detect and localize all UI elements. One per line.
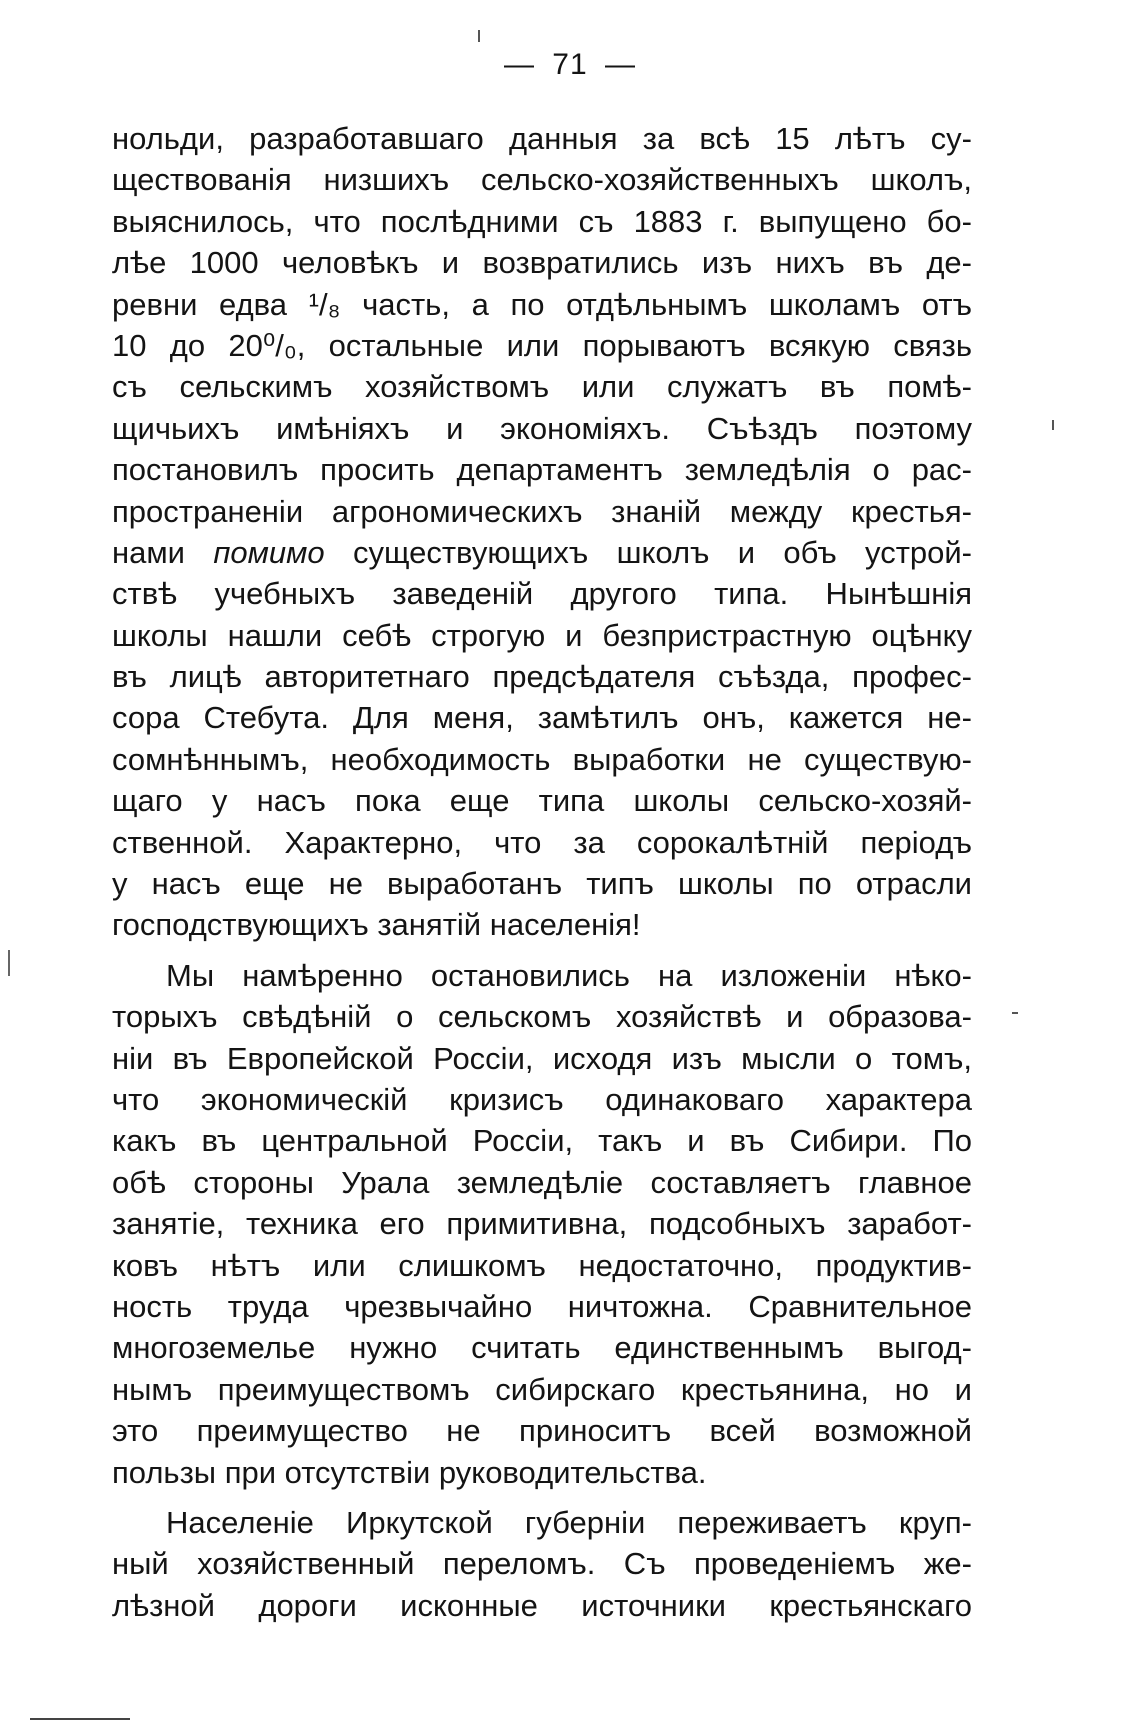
text-line: съ сельскимъ хозяйствомъ или служатъ въ помѣ- — [112, 369, 972, 405]
text-line: въ лицѣ авторитетнаго предсѣдателя съѣзда, профес- — [112, 659, 972, 695]
text-line: ственной. Характерно, что за сорокалѣтній періодъ — [112, 824, 972, 860]
scan-speck — [1012, 1012, 1018, 1014]
text-line: ствѣ учебныхъ заведеній другого типа. Нынѣшнія — [112, 576, 972, 612]
text-line: ществованія низшихъ сельско-хозяйственныхъ школъ, — [112, 162, 972, 198]
emphasized-word: помимо — [213, 534, 325, 570]
text-line: ность труда чрезвычайно ничтожна. Сравнительное — [112, 1288, 972, 1324]
text-line: нымъ преимуществомъ сибирскаго крестьянина, но и — [112, 1371, 972, 1407]
text-line: ніи въ Европейской Россіи, исходя изъ мысли о томъ, — [112, 1040, 972, 1076]
text-line: многоземелье нужно считать единственнымъ выгод- — [112, 1330, 972, 1366]
text-line: выяснилось, что послѣдними съ 1883 г. выпущено бо- — [112, 203, 972, 239]
line-start: нами — [112, 534, 214, 570]
scan-speck — [478, 30, 480, 42]
text-line: пространеніи агрономическихъ знаній между крестья- — [112, 493, 972, 529]
text-line: господствующихъ занятій населенія! — [112, 907, 641, 943]
text-line: лѣзной дороги исконные источники крестьянскаго — [112, 1587, 972, 1623]
text-line: торыхъ свѣдѣній о сельскомъ хозяйствѣ и образова- — [112, 999, 972, 1035]
body-text — [112, 118, 972, 1626]
paragraph-2 — [112, 955, 972, 1493]
text-line: обѣ стороны Урала земледѣліе составляетъ главное — [112, 1164, 972, 1200]
text-line: что экономическій кризисъ одинаковаго характера — [112, 1081, 972, 1117]
scan-artifact — [30, 1718, 130, 1720]
scan-speck — [1052, 420, 1054, 430]
text-line: пользы при отсутствіи руководительства. — [112, 1454, 707, 1490]
text-line: ревни едва ¹/₈ часть, а по отдѣльнымъ школамъ отъ — [112, 286, 972, 322]
text-line: какъ въ центральной Россіи, такъ и въ Сибири. По — [112, 1123, 972, 1159]
scan-artifact — [8, 950, 10, 976]
text-line: Населеніе Иркутской губерніи переживаетъ круп- — [166, 1504, 972, 1540]
text-line: постановилъ просить департаментъ земледѣлія о рас- — [112, 452, 972, 488]
paragraph-3 — [112, 1502, 972, 1626]
text-line: у насъ еще не выработанъ типъ школы по отрасли — [112, 866, 972, 902]
line-end: существующихъ школъ и объ устрой- — [324, 534, 973, 570]
text-line: нольди, разработавшаго данныя за всѣ 15 лѣтъ су- — [112, 121, 972, 156]
text-line: ный хозяйственный переломъ. Съ проведеніемъ же- — [112, 1546, 972, 1582]
text-line: сора Стебута. Для меня, замѣтилъ онъ, кажется не- — [112, 700, 972, 736]
text-line: ковъ нѣтъ или слишкомъ недостаточно, продуктив- — [112, 1247, 972, 1283]
paragraph-1 — [112, 118, 972, 946]
text-line-with-emphasis — [112, 532, 972, 573]
text-line: сомнѣннымъ, необходимость выработки не существую- — [112, 741, 972, 777]
page-number: — 71 — — [503, 48, 637, 81]
text-line: 10 до 20⁰/₀, остальные или порываютъ всякую связь — [112, 327, 972, 363]
text-line: занятіе, техника его примитивна, подсобныхъ заработ- — [112, 1206, 972, 1242]
text-line: лѣе 1000 человѣкъ и возвратились изъ нихъ въ де- — [112, 245, 972, 281]
text-line: это преимущество не приноситъ всей возможной — [112, 1413, 972, 1449]
text-line: Мы намѣренно остановились на изложеніи нѣко- — [166, 957, 972, 993]
text-line: школы нашли себѣ строгую и безпристрастную оцѣнку — [112, 617, 972, 653]
text-line: щичьихъ имѣніяхъ и экономіяхъ. Съѣздъ поэтому — [112, 410, 972, 446]
text-line: щаго у насъ пока еще типа школы сельско-хозяй- — [112, 783, 972, 819]
